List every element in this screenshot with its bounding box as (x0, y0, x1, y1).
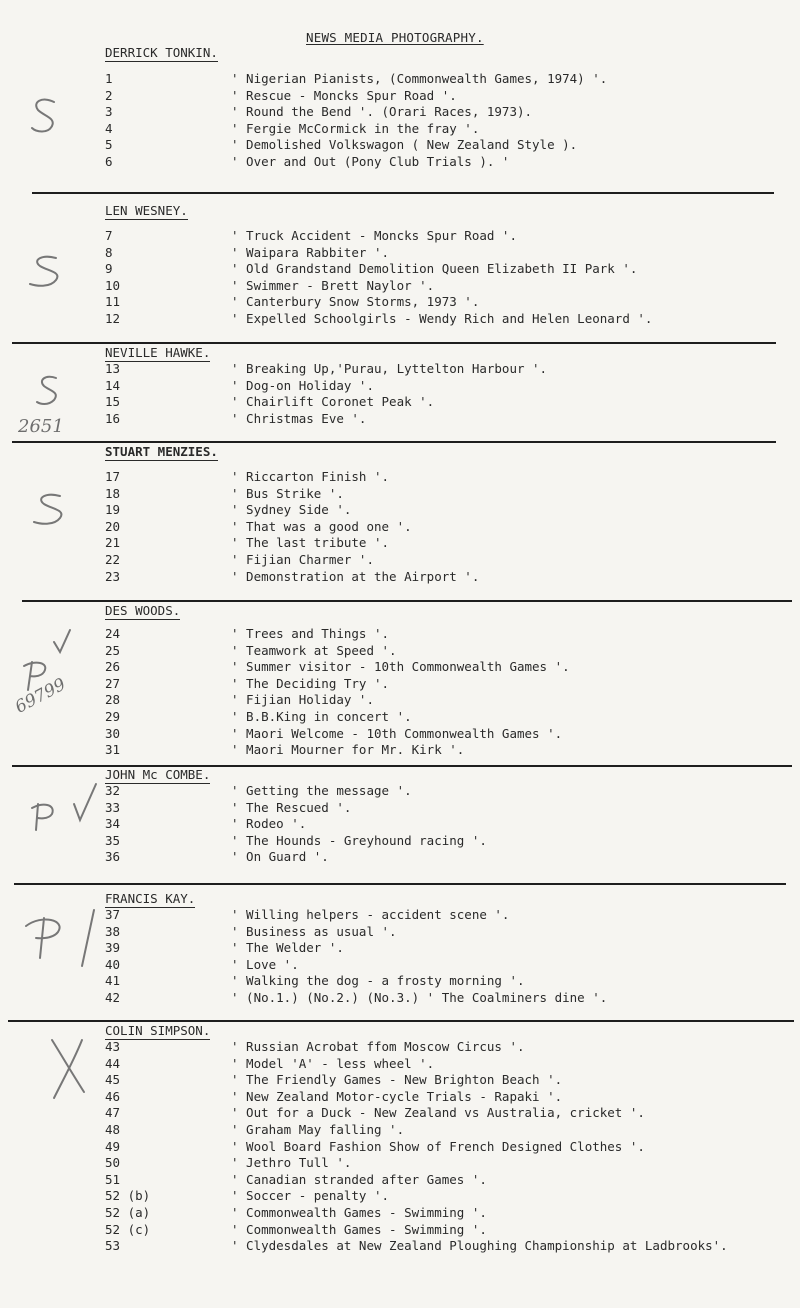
list-item (0, 104, 800, 121)
entry-title: ' Canterbury Snow Storms, 1973 '. (231, 294, 480, 310)
entry-title: ' Summer visitor - 10th Commonwealth Games '. (231, 659, 570, 675)
entry-title: ' The Deciding Try '. (231, 675, 390, 691)
entry-number: 12 (105, 310, 121, 326)
list-item (0, 833, 800, 850)
checkmark-icon (70, 782, 100, 824)
entry-number: 40 (105, 956, 121, 972)
handwritten-s-mark (28, 96, 62, 136)
list-item (0, 502, 800, 519)
entry-title: ' Sydney Side '. (231, 502, 352, 518)
entry-number: 21 (105, 535, 121, 551)
entry-number: 38 (105, 923, 121, 939)
entry-number: 34 (105, 816, 121, 832)
slash-mark (78, 908, 98, 968)
entry-number: 11 (105, 294, 121, 310)
list-item (0, 535, 800, 552)
entry-title: ' Dog-on Holiday '. (231, 377, 374, 393)
list-item (0, 1089, 800, 1106)
entry-title: ' Fijian Charmer '. (231, 551, 374, 567)
entry-title: ' Swimmer - Brett Naylor '. (231, 277, 435, 293)
entry-title: ' Chairlift Coronet Peak '. (231, 394, 435, 410)
entry-number: 46 (105, 1088, 121, 1104)
list-item (0, 361, 800, 378)
entry-list (0, 783, 800, 866)
list-item (0, 676, 800, 693)
entry-title: ' Jethro Tull '. (231, 1155, 352, 1171)
entry-number: 52 (b) (105, 1188, 151, 1204)
list-item (0, 378, 800, 395)
list-item (0, 1056, 800, 1073)
entry-title: ' The Hounds - Greyhound racing '. (231, 832, 487, 848)
list-item (0, 411, 800, 428)
entry-number: 41 (105, 973, 121, 989)
entry-number: 23 (105, 568, 121, 584)
list-item (0, 486, 800, 503)
entry-number: 15 (105, 394, 121, 410)
list-item (0, 137, 800, 154)
entry-title: ' The last tribute '. (231, 535, 390, 551)
handwritten-p-mark (22, 912, 70, 960)
entry-number: 14 (105, 377, 121, 393)
entry-number: 29 (105, 708, 121, 724)
entry-number: 7 (105, 228, 113, 243)
list-item (0, 261, 800, 278)
entry-title: ' Fergie McCormick in the fray '. (231, 120, 480, 136)
entry-list (0, 469, 800, 585)
entry-number: 24 (105, 626, 121, 641)
entry-title: ' Expelled Schoolgirls - Wendy Rich and Helen Leonard '. (231, 310, 653, 326)
section-divider (14, 883, 786, 885)
handwritten-s-mark (26, 254, 66, 290)
entry-number: 19 (105, 502, 121, 518)
photographer-name: NEVILLE HAWKE. (105, 345, 211, 360)
entry-number: 2 (105, 87, 113, 103)
entry-title: ' Waipara Rabbiter '. (231, 244, 390, 260)
entry-title: ' Nigerian Pianists, (Commonwealth Games, 1974) '. (231, 71, 608, 86)
photographer-name: JOHN Mc COMBE. (105, 767, 211, 782)
entry-number: 43 (105, 1039, 121, 1054)
entry-title: ' Demolished Volkswagon ( New Zealand Style ). (231, 137, 578, 153)
list-item (0, 1188, 800, 1205)
list-item (0, 519, 800, 536)
photographer-name: DERRICK TONKIN. (105, 45, 218, 60)
entry-title: ' Fijian Holiday '. (231, 692, 374, 708)
list-item (0, 1238, 800, 1255)
photographer-name: COLIN SIMPSON. (105, 1023, 211, 1038)
section-divider (12, 342, 776, 344)
photographer-name: STUART MENZIES. (105, 444, 218, 459)
entry-title: ' Commonwealth Games - Swimming '. (231, 1204, 487, 1220)
entry-number: 37 (105, 907, 121, 922)
list-item (0, 709, 800, 726)
list-item (0, 294, 800, 311)
entry-number: 35 (105, 832, 121, 848)
entry-list (0, 907, 800, 1007)
handwritten-number: 2651 (18, 416, 64, 437)
entry-title: ' Soccer - penalty '. (231, 1188, 390, 1204)
page-title: NEWS MEDIA PHOTOGRAPHY. (306, 30, 484, 45)
entry-title: ' On Guard '. (231, 849, 329, 865)
list-item (0, 552, 800, 569)
entry-title: ' New Zealand Motor-cycle Trials - Rapaki '. (231, 1088, 563, 1104)
list-item (0, 924, 800, 941)
list-item (0, 121, 800, 138)
photographer-name: LEN WESNEY. (105, 203, 188, 218)
entry-title: ' Wool Board Fashion Show of French Designed Clothes '. (231, 1138, 645, 1154)
entry-number: 8 (105, 244, 113, 260)
list-item (0, 957, 800, 974)
checkmark-icon (50, 628, 74, 656)
list-item (0, 659, 800, 676)
list-item (0, 726, 800, 743)
list-item (0, 1205, 800, 1222)
entry-title: ' Teamwork at Speed '. (231, 642, 397, 658)
entry-number: 42 (105, 989, 121, 1005)
cross-mark-icon (48, 1036, 88, 1100)
list-item (0, 1039, 800, 1056)
entry-number: 10 (105, 277, 121, 293)
entry-title: ' The Friendly Games - New Brighton Beach '. (231, 1072, 563, 1088)
entry-title: ' Bus Strike '. (231, 485, 344, 501)
entry-number: 17 (105, 469, 121, 484)
list-item (0, 907, 800, 924)
entry-number: 30 (105, 725, 121, 741)
list-item (0, 278, 800, 295)
entry-title: ' Model 'A' - less wheel '. (231, 1055, 435, 1071)
entry-title: ' Canadian stranded after Games '. (231, 1171, 487, 1187)
entry-title: ' Willing helpers - accident scene '. (231, 907, 510, 922)
list-item (0, 816, 800, 833)
list-item (0, 88, 800, 105)
list-item (0, 742, 800, 759)
entry-number: 3 (105, 104, 113, 120)
section-divider (12, 441, 776, 443)
entry-title: ' Out for a Duck - New Zealand vs Australia, cricket '. (231, 1105, 645, 1121)
entry-title: ' Demonstration at the Airport '. (231, 568, 480, 584)
entry-title: ' Getting the message '. (231, 783, 412, 798)
list-item (0, 1155, 800, 1172)
entry-number: 20 (105, 518, 121, 534)
entry-title: ' Old Grandstand Demolition Queen Elizabeth II Park '. (231, 261, 638, 277)
list-item (0, 1139, 800, 1156)
entry-title: ' Round the Bend '. (Orari Races, 1973). (231, 104, 533, 120)
list-item (0, 1072, 800, 1089)
entry-title: ' Commonwealth Games - Swimming '. (231, 1221, 487, 1237)
list-item (0, 692, 800, 709)
entry-number: 13 (105, 361, 121, 376)
entry-title: ' Business as usual '. (231, 923, 397, 939)
entry-number: 52 (c) (105, 1221, 151, 1237)
list-item (0, 800, 800, 817)
list-item (0, 394, 800, 411)
entry-number: 44 (105, 1055, 121, 1071)
entry-title: ' Breaking Up,'Purau, Lyttelton Harbour '. (231, 361, 548, 376)
entry-title: ' Trees and Things '. (231, 626, 390, 641)
handwritten-s-mark (30, 492, 70, 528)
list-item (0, 1122, 800, 1139)
list-item (0, 154, 800, 171)
entry-number: 18 (105, 485, 121, 501)
entry-number: 51 (105, 1171, 121, 1187)
entry-number: 52 (a) (105, 1204, 151, 1220)
entry-number: 47 (105, 1105, 121, 1121)
handwritten-s-mark (34, 374, 62, 408)
entry-title: ' Maori Mourner for Mr. Kirk '. (231, 742, 465, 758)
entry-title: ' Love '. (231, 956, 299, 972)
entry-number: 45 (105, 1072, 121, 1088)
section-divider (22, 600, 792, 602)
entry-title: ' The Rescued '. (231, 799, 352, 815)
list-item (0, 569, 800, 586)
section-divider (8, 1020, 794, 1022)
list-item (0, 311, 800, 328)
entry-number: 53 (105, 1238, 121, 1254)
entry-list (0, 71, 800, 171)
photographer-name: DES WOODS. (105, 603, 181, 618)
entry-number: 50 (105, 1155, 121, 1171)
entry-number: 27 (105, 675, 121, 691)
entry-title: ' Over and Out (Pony Club Trials ). ' (231, 153, 510, 169)
entry-title: ' Truck Accident - Moncks Spur Road '. (231, 228, 517, 243)
handwritten-p-mark (28, 800, 60, 832)
entry-title: ' B.B.King in concert '. (231, 708, 412, 724)
entry-number: 33 (105, 799, 121, 815)
handwritten-number: 69799 (12, 674, 70, 718)
entry-title: ' Clydesdales at New Zealand Ploughing Championship at Ladbrooks'. (231, 1238, 728, 1254)
entry-number: 16 (105, 410, 121, 426)
entry-list (0, 361, 800, 427)
entry-list (0, 1039, 800, 1255)
list-item (0, 626, 800, 643)
list-item (0, 849, 800, 866)
entry-title: ' Riccarton Finish '. (231, 469, 390, 484)
entry-number: 22 (105, 551, 121, 567)
photographer-name: FRANCIS KAY. (105, 891, 196, 906)
entry-number: 39 (105, 940, 121, 956)
entry-title: ' That was a good one '. (231, 518, 412, 534)
entry-title: ' Walking the dog - a frosty morning '. (231, 973, 525, 989)
entry-number: 9 (105, 261, 113, 277)
list-item (0, 245, 800, 262)
entry-title: ' The Welder '. (231, 940, 344, 956)
section-divider (32, 192, 774, 194)
entry-number: 49 (105, 1138, 121, 1154)
list-item (0, 973, 800, 990)
list-item (0, 469, 800, 486)
list-item (0, 990, 800, 1007)
entry-list (0, 626, 800, 759)
entry-number: 28 (105, 692, 121, 708)
entry-number: 6 (105, 153, 113, 169)
entry-number: 5 (105, 137, 113, 153)
entry-title: ' Russian Acrobat ffom Moscow Circus '. (231, 1039, 525, 1054)
list-item (0, 71, 800, 88)
list-item (0, 783, 800, 800)
entry-title: ' Maori Welcome - 10th Commonwealth Games '. (231, 725, 563, 741)
entry-number: 25 (105, 642, 121, 658)
entry-number: 31 (105, 742, 121, 758)
entry-list (0, 228, 800, 328)
list-item (0, 643, 800, 660)
entry-title: ' Christmas Eve '. (231, 410, 367, 426)
list-item (0, 228, 800, 245)
list-item (0, 940, 800, 957)
entry-number: 26 (105, 659, 121, 675)
list-item (0, 1222, 800, 1239)
entry-number: 1 (105, 71, 113, 86)
entry-title: ' (No.1.) (No.2.) (No.3.) ' The Coalminers dine '. (231, 989, 608, 1005)
entry-title: ' Rodeo '. (231, 816, 307, 832)
entry-title: ' Rescue - Moncks Spur Road '. (231, 87, 457, 103)
entry-number: 32 (105, 783, 121, 798)
entry-number: 4 (105, 120, 113, 136)
list-item (0, 1105, 800, 1122)
list-item (0, 1172, 800, 1189)
entry-title: ' Graham May falling '. (231, 1121, 405, 1137)
entry-number: 48 (105, 1121, 121, 1137)
entry-number: 36 (105, 849, 121, 865)
